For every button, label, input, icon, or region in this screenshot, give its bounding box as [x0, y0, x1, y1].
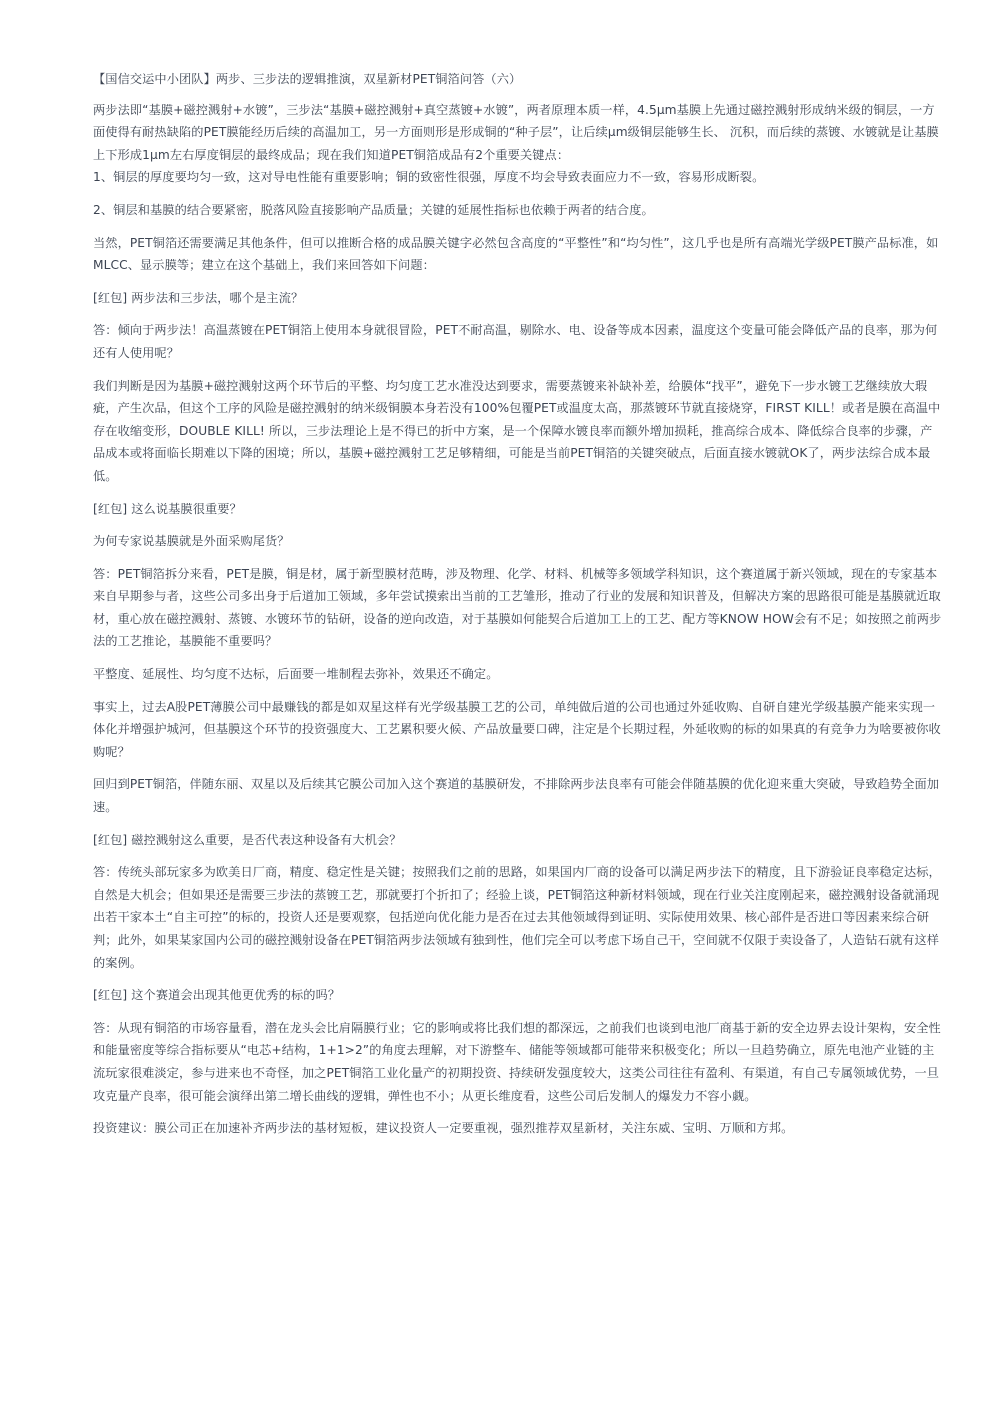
answer-3: 答：传统头部玩家多为欧美日厂商，精度、稳定性是关键；按照我们之前的思路，如果国内厂商的设备可以满足两步法下的精度，且下游验证良率稳定达标，自然是大机会；但如果还是需要三步法的蒸镀工艺，那就要打个折扣了；经验上谈，PET铜箔这种新材料领域，现在行业关注度刚起来，磁控溅射设备就涌现出若干家本土“自主可控”的标的，投资人还是要观察，包括逆向优化能力是否在过去其他领域得到证明、实际使用效果、核心部件是否进口等因素来综合研判；此外，如果某家国内公司的磁控溅射设备在PET铜箔两步法领域有独到性，他们完全可以考虑下场自己干，空间就不仅限于卖设备了，人造钻石就有这样的案例。 [93, 865, 941, 970]
paragraph-key-point-2: 2、铜层和基膜的结合要紧密，脱落风险直接影响产品质量；关键的延展性指标也依赖于两者的结合度。 [93, 202, 654, 217]
document-page [93, 68, 943, 1150]
paragraph-key-point-1: 1、铜层的厚度要均匀一致，这对导电性能有重要影响；铜的致密性很强，厚度不均会导致表面应力不一致，容易形成断裂。 [93, 170, 765, 185]
answer-2: 答：PET铜箔拆分来看，PET是膜，铜是材，属于新型膜材范畴，涉及物理、化学、材料、机械等多领域学科知识，这个赛道属于新兴领域，现在的专家基本来自早期参与者，这些公司多出身于后道加工领域，多年尝试摸索出当前的工艺雏形，推动了行业的发展和知识普及，但解决方案的思路很可能是基膜就近取材，重心放在磁控溅射、蒸镀、水镀环节的钻研，设备的逆向改造，对于基膜如何能契合后道加工上的工艺、配方等KNOW HOW会有不足；如按照之前两步法的工艺推论，基膜能不重要吗？ [93, 566, 942, 649]
paragraph-standards: 当然，PET铜箔还需要满足其他条件，但可以推断合格的成品膜关键字必然包含高度的“平整性”和“均匀性”，这几乎也是所有高端光学级PET膜产品标准，如MLCC、显示膜等；建立在这个基础上，我们来回答如下问题： [93, 235, 939, 273]
question-2: [红包] 这么说基膜很重要？ [93, 501, 242, 516]
investment-advice: 投资建议：膜公司正在加速补齐两步法的基材短板，建议投资人一定要重视，强烈推荐双星新材，关注东威、宝明、万顺和方邦。 [93, 1121, 794, 1136]
answer-4: 答：从现有铜箔的市场容量看，潜在龙头会比肩隔膜行业；它的影响或将比我们想的都深远，之前我们也谈到电池厂商基于新的安全边界去设计架构，安全性和能量密度等综合指标要从“电芯+结构，1+1>2”的角度去理解，对下游整车、储能等领域都可能带来积极变化；所以一旦趋势确立，原先电池产业链的主流玩家很难淡定，参与进来也不奇怪，加之PET铜箔工业化量产的初期投资、持续研发强度较大，这类公司往往有盈利、有渠道，有自己专属领域优势，一旦攻克量产良率，很可能会演绎出第二增长曲线的逻辑，弹性也不小；从更长维度看，这些公司后发制人的爆发力不容小觑。 [93, 1020, 941, 1103]
question-2-followup: 为何专家说基膜就是外面采购尾货？ [93, 534, 290, 549]
document-title: 【国信交运中小团队】两步、三步法的逻辑推演，双星新材PET铜箔问答（六） [93, 72, 522, 86]
answer-2-detail-3: 回归到PET铜箔，伴随东丽、双星以及后续其它膜公司加入这个赛道的基膜研发，不排除两步法良率有可能会伴随基膜的优化迎来重大突破，导致趋势全面加速。 [93, 777, 940, 815]
question-1: [红包] 两步法和三步法，哪个是主流？ [93, 290, 304, 305]
answer-2-detail-1: 平整度、延展性、均匀度不达标，后面要一堆制程去弥补，效果还不确定。 [93, 667, 499, 682]
paragraph-intro: 两步法即“基膜+磁控溅射+水镀”，三步法“基膜+磁控溅射+真空蒸镀+水镀”，两者原理本质一样，4.5μm基膜上先通过磁控溅射形成纳米级的铜层，一方面使得有耐热缺陷的PET膜能经历后续的高温加工，另一方面则形是形成铜的“种子层”，让后续μm级铜层能够生长、 沉积，而后续的蒸镀、水镀就是让基膜上下形成1μm左右厚度铜层的最终成品；现在我们知道PET铜箔成品有2个重要关键点： [93, 102, 939, 162]
answer-1-detail: 我们判断是因为基膜+磁控溅射这两个环节后的平整、均匀度工艺水准没达到要求，需要蒸镀来补缺补差，给膜体“找平”，避免下一步水镀工艺继续放大瑕疵，产生次品，但这个工序的风险是磁控溅射的纳米级铜膜本身若没有100%包覆PET或温度太高，那蒸镀环节就直接烧穿，FIRST KILL！或者是膜在高温中存在收缩变形，DOUBLE KILL! 所以，三步法理论上是不得已的折中方案，是一个保障水镀良率而额外增加损耗，推高综合成本、降低综合良率的步骤，产品成本或将面临长期难以下降的困境；所以，基膜+磁控溅射工艺足够精细，可能是当前PET铜箔的关键突破点，后面直接水镀就OK了，两步法综合成本最低。 [93, 378, 941, 483]
answer-1: 答：倾向于两步法！高温蒸镀在PET铜箔上使用本身就很冒险，PET不耐高温，剔除水、电、设备等成本因素，温度这个变量可能会降低产品的良率，那为何还有人使用呢？ [93, 323, 938, 360]
question-3: [红包] 磁控溅射这么重要，是否代表这种设备有大机会？ [93, 832, 402, 847]
answer-2-detail-2: 事实上，过去A股PET薄膜公司中最赚钱的都是如双星这样有光学级基膜工艺的公司，单纯做后道的公司也通过外延收购、自研自建光学级基膜产能来实现一体化并增强护城河，但基膜这个环节的投资强度大、工艺累积要火候、产品放量要口碑，注定是个长期过程，外延收购的标的如果真的有竞争力为啥要被你收购呢？ [93, 699, 941, 759]
question-4: [红包] 这个赛道会出现其他更优秀的标的吗？ [93, 988, 341, 1003]
